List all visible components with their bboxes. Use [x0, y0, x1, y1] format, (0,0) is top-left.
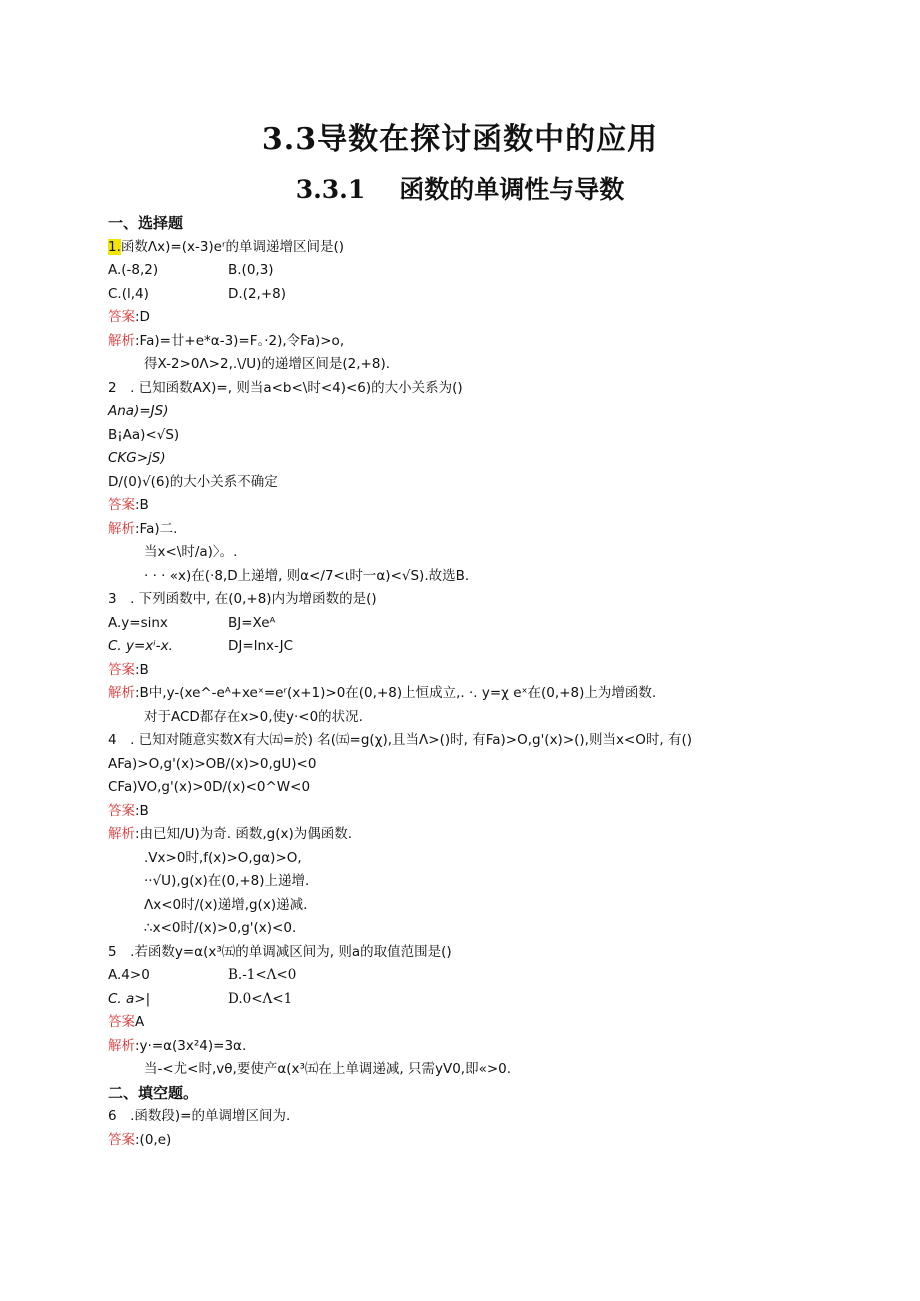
- section-heading-fill: 二、填空题。: [108, 1083, 199, 1102]
- option-b: B.-1<Λ<0: [228, 967, 297, 983]
- question-4-stem: 4 . 已知对随意实数X有大㈤=於) 名(㈤=g(χ),且当Λ>()时, 有Fa)>O,g'(x)>(),则当x<O时, 有(): [108, 732, 692, 748]
- question-2-analysis-cont: 当x<\时/a)〉。.: [144, 544, 238, 560]
- question-5-answer: 答案A: [108, 1014, 145, 1030]
- subtitle-number: 3.3.1: [295, 175, 366, 204]
- question-1-analysis-cont: 得X-2>0Λ>2,.\/U)的递增区间是(2,+8).: [144, 356, 391, 372]
- question-1-options-cd: [108, 283, 888, 307]
- analysis-label: 解析: [108, 520, 135, 537]
- question-3-analysis-cont: 对于ACD都存在x>0,使y·<0的状况.: [144, 708, 363, 725]
- subtitle-text: 函数的单调性与导数: [399, 175, 625, 204]
- option-a: A.y=sinx: [108, 614, 168, 631]
- question-4-analysis-cont: ∴x<0时/(x)>0,g'(x)<0.: [144, 920, 297, 936]
- question-1-options-ab: [108, 259, 888, 283]
- question-4-analysis-cont: Λx<0时∕(x)递增,g(x)递减.: [144, 896, 308, 913]
- answer-label: 答案: [108, 309, 135, 325]
- question-4-answer: 答案:B: [108, 802, 149, 819]
- question-5-options-cd: [108, 988, 888, 1012]
- question-4-options-ab: AFa)>O,g'(x)>OB∕(x)>0,gU)<0: [108, 755, 317, 772]
- option-d: D.(2,+8): [228, 285, 287, 302]
- question-4-analysis-cont: ··√U),g(x)在(0,+8)上递增.: [144, 873, 310, 889]
- option-a: A.4>0: [108, 967, 150, 983]
- question-4-analysis: 解析:由已知∕U)为奇. 函数,g(x)为偶函数.: [108, 826, 353, 842]
- answer-label: 答案: [108, 497, 135, 513]
- question-2-option-a: Ana)=JS): [108, 403, 169, 419]
- question-3-stem: 3 . 下列函数中, 在(0,+8)内为增函数的是(): [108, 591, 377, 607]
- question-3-answer: 答案:B: [108, 661, 149, 678]
- option-b: B.(0,3): [228, 262, 274, 278]
- question-6-stem: 6 .函数段)=的单调增区间为.: [108, 1108, 291, 1124]
- question-3-analysis: 解析:B中,y-(xe^-eᴬ+xeˣ=eʳ(x+1)>0在(0,+8)上恒成立,. ·. y=χ eˣ在(0,+8)上为增函数.: [108, 685, 657, 701]
- section-subtitle: [0, 170, 920, 206]
- question-5-options-ab: [108, 964, 888, 988]
- analysis-label: 解析: [108, 826, 135, 842]
- answer-label: 答案: [108, 1131, 135, 1148]
- question-4-options-cd: CFa)VO,g'(x)>0D∕(x)<0^W<0: [108, 779, 311, 795]
- option-d: DJ=lnx-JC: [228, 638, 294, 654]
- question-1-stem: 1.函数Λx)=(x-3)eʳ的单调递增区间是(): [108, 238, 345, 255]
- question-5-analysis-cont: 当-<尤<时,vθ,要使产α(x³㈤在上单调递减, 只需yV0,即«>0.: [144, 1061, 512, 1077]
- answer-label: 答案: [108, 1014, 135, 1030]
- question-2-option-b: B¡Aa)<√S): [108, 426, 180, 443]
- answer-label: 答案: [108, 661, 135, 678]
- question-5-stem: 5 .若函数y=α(x³㈤的单调减区间为, 则a的取值范围是(): [108, 943, 452, 960]
- question-1-analysis: 解析:Fa)=廿+e*α-3)=F。·2),令Fa)>o,: [108, 332, 345, 349]
- question-5-analysis: 解析:y·=α(3x²4)=3α.: [108, 1037, 247, 1054]
- question-2-analysis: 解析:Fa)二.: [108, 520, 178, 537]
- section-heading-choice: 一、选择题: [108, 214, 184, 232]
- analysis-label: 解析: [108, 685, 135, 701]
- page-title: 3.3导数在探讨函数中的应用: [261, 122, 659, 157]
- option-b: BJ=Xeᴬ: [228, 614, 276, 631]
- answer-label: 答案: [108, 802, 135, 819]
- question-2-stem: 2 . 已知函数AX)=, 则当a<b<\时<4)<6)的大小关系为(): [108, 379, 463, 396]
- analysis-label: 解析: [108, 1037, 135, 1054]
- option-c: C. y=xⁱ-x.: [108, 638, 173, 654]
- content: [108, 212, 888, 1152]
- question-3-options-ab: [108, 612, 888, 636]
- option-c: C.(l,4): [108, 285, 149, 302]
- question-3-options-cd: [108, 635, 888, 659]
- analysis-label: 解析: [108, 332, 135, 349]
- question-2-analysis-cont: · · · «x)在(·8,D上递增, 则α</7<ι时一α)<√S).故选B.: [144, 567, 470, 584]
- question-2-answer: 答案:B: [108, 497, 149, 513]
- question-1-answer: 答案:D: [108, 309, 150, 325]
- option-c: C. a>|: [108, 990, 151, 1007]
- question-1-number: 1.: [108, 238, 121, 255]
- question-6-answer: 答案:(0,e): [108, 1131, 172, 1148]
- question-2-option-c: CKG>jS): [108, 450, 166, 466]
- option-d: D.0<Λ<1: [228, 990, 293, 1007]
- question-2-option-d: D∕(0)√(6)的大小关系不确定: [108, 473, 278, 490]
- question-4-analysis-cont: .Vx>0时,f(x)>O,gα)>O,: [144, 849, 302, 866]
- option-a: A.(-8,2): [108, 262, 159, 278]
